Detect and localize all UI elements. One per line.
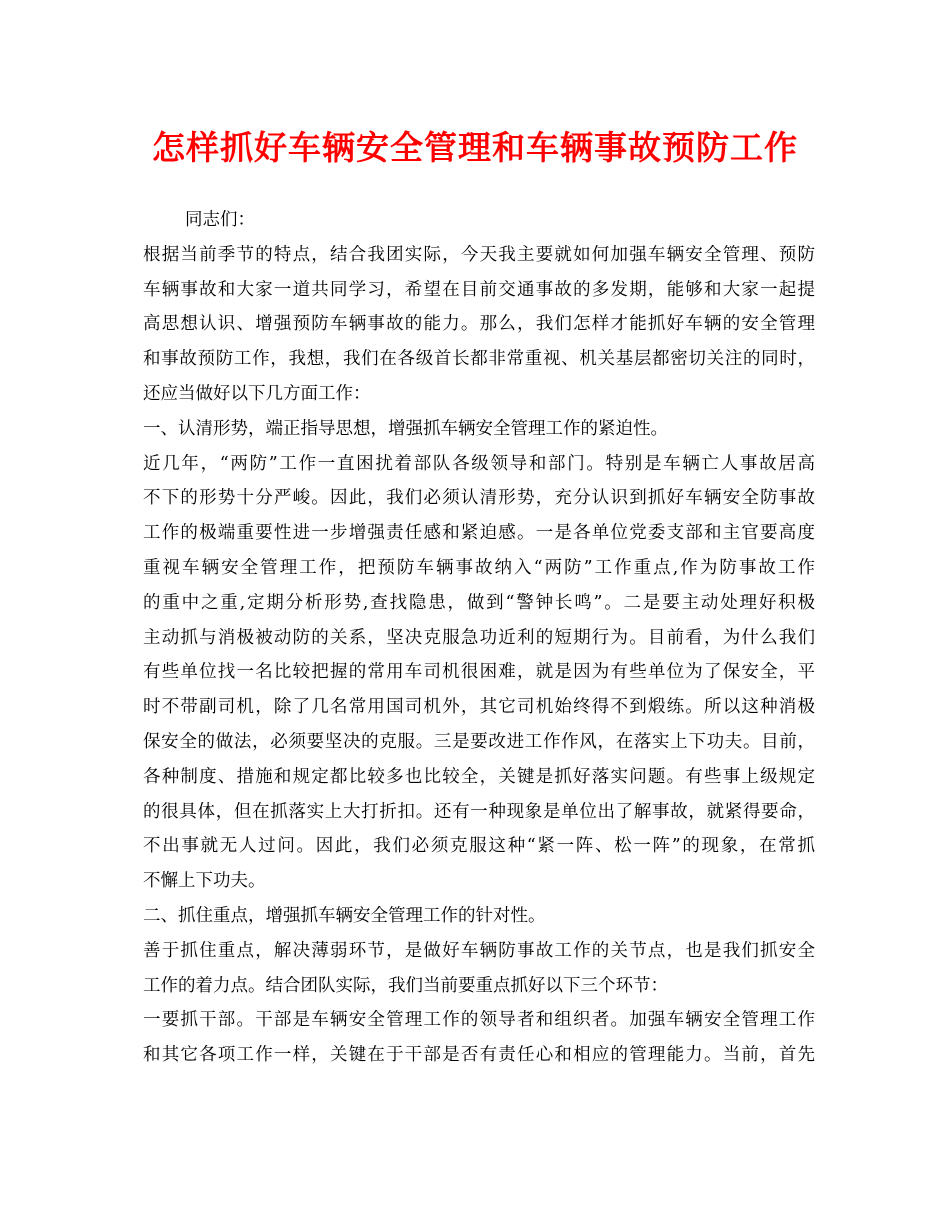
body-line: 的很具体，但在抓落实上大打折扣。还有一种现象是单位出了解事故，就紧得要命， (143, 801, 815, 822)
body-line: 的重中之重,定期分析形势,查找隐患，做到“警钟长鸣”。二是要主动处理好积极 (143, 592, 815, 613)
body-line: 不懈上下功夫。 (143, 871, 266, 892)
document-title: 怎样抓好车辆安全管理和车辆事故预防工作 (152, 128, 798, 167)
body-line: 和事故预防工作，我想，我们在各级首长都非常重视、机关基层都密切关注的同时， (143, 349, 815, 370)
document-body (143, 203, 815, 1073)
body-line: 近几年，“两防”工作一直困扰着部队各级领导和部门。特别是车辆亡人事故居高 (143, 453, 815, 474)
body-line: 不下的形势十分严峻。因此，我们必须认清形势，充分认识到抓好车辆安全防事故 (143, 488, 815, 509)
body-line: 同志们： (185, 210, 255, 230)
body-line: 时不带副司机，除了几名常用国司机外，其它司机始终得不到煅练。所以这种消极 (143, 697, 815, 718)
body-line: 主动抓与消极被动防的关系，坚决克服急功近利的短期行为。目前看，为什么我们 (143, 627, 815, 648)
body-line: 工作的极端重要性进一步增强责任感和紧迫感。一是各单位党委支部和主官要高度 (143, 523, 815, 544)
body-line: 还应当做好以下几方面工作： (143, 383, 371, 404)
body-line: 高思想认识、增强预防车辆事故的能力。那么，我们怎样才能抓好车辆的安全管理 (143, 314, 815, 335)
body-line: 各种制度、措施和规定都比较多也比较全，关键是抓好落实问题。有些事上级规定 (143, 766, 815, 787)
body-line: 善于抓住重点，解决薄弱环节，是做好车辆防事故工作的关节点，也是我们抓安全 (143, 940, 815, 961)
body-line: 工作的着力点。结合团队实际，我们当前要重点抓好以下三个环节： (143, 975, 668, 996)
body-line: 有些单位找一名比较把握的常用车司机很困难，就是因为有些单位为了保安全，平 (143, 662, 815, 683)
body-line: 不出事就无人过问。因此，我们必须克服这种“紧一阵、松一阵”的现象，在常抓 (143, 836, 815, 857)
body-line: 和其它各项工作一样，关键在于干部是否有责任心和相应的管理能力。当前，首先 (143, 1045, 815, 1066)
body-line: 一、认清形势，端正指导思想，增强抓车辆安全管理工作的紧迫性。 (143, 418, 668, 439)
body-line: 重视车辆安全管理工作，把预防车辆事故纳入“两防”工作重点,作为防事故工作 (143, 557, 815, 578)
body-line: 根据当前季节的特点，结合我团实际，今天我主要就如何加强车辆安全管理、预防 (143, 244, 815, 265)
body-line: 车辆事故和大家一道共同学习，希望在目前交通事故的多发期，能够和大家一起提 (143, 279, 815, 300)
body-line: 一要抓干部。干部是车辆安全管理工作的领导者和组织者。加强车辆安全管理工作 (143, 1010, 815, 1031)
body-line: 保安全的做法，必须要坚决的克服。三是要改进工作作风，在落实上下功夫。目前， (143, 731, 815, 752)
body-line: 二、抓住重点，增强抓车辆安全管理工作的针对性。 (143, 905, 546, 926)
